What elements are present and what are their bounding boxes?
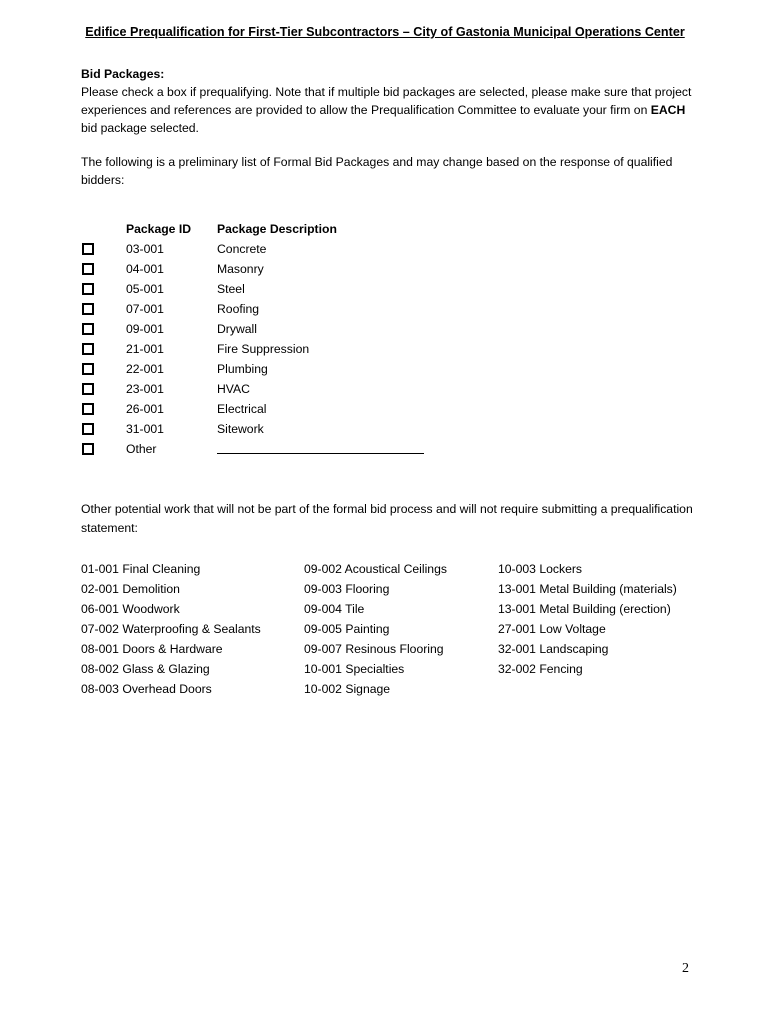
- package-description: Sitework: [217, 422, 264, 437]
- other-work-item: 09-007 Resinous Flooring: [304, 642, 444, 656]
- instruction-emphasis: EACH: [650, 103, 686, 117]
- other-work-item: 10-001 Specialties: [304, 662, 405, 676]
- package-id: 23-001: [126, 382, 164, 397]
- instruction-text: [81, 83, 701, 137]
- package-description: HVAC: [217, 382, 250, 397]
- header-package-description: Package Description: [217, 222, 337, 237]
- package-checkbox[interactable]: [82, 283, 94, 295]
- other-work-item: 06-001 Woodwork: [81, 602, 180, 616]
- other-work-item: 08-003 Overhead Doors: [81, 682, 212, 696]
- instruction-part1: Please check a box if prequalifying. Note that if multiple bid packages are selected, please make sure that project experiences and references are provided to allow the Prequalification Committee to evaluate your firm on: [81, 85, 692, 117]
- instruction-part2: bid package selected.: [81, 121, 199, 135]
- other-work-item: 13-001 Metal Building (erection): [498, 602, 671, 616]
- page-number: 2: [682, 961, 689, 976]
- package-description: Fire Suppression: [217, 342, 310, 357]
- other-work-item: 07-002 Waterproofing & Sealants: [81, 622, 261, 636]
- intro-section: [81, 65, 701, 189]
- other-work-item: 09-004 Tile: [304, 602, 365, 616]
- other-work-item: 08-001 Doors & Hardware: [81, 642, 223, 656]
- other-work-column-2: [304, 559, 447, 699]
- package-description: Steel: [217, 282, 245, 297]
- package-description: Electrical: [217, 402, 267, 417]
- package-description: Drywall: [217, 322, 257, 337]
- package-id: 07-001: [126, 302, 164, 317]
- package-id: 04-001: [126, 262, 164, 277]
- package-id: 22-001: [126, 362, 164, 377]
- package-checkbox[interactable]: [82, 423, 94, 435]
- other-work-item: 09-002 Acoustical Ceilings: [304, 562, 447, 576]
- package-id: Other: [126, 442, 157, 457]
- package-checkbox[interactable]: [82, 243, 94, 255]
- package-checkbox[interactable]: [82, 263, 94, 275]
- other-work-item: 27-001 Low Voltage: [498, 622, 606, 636]
- package-description: Concrete: [217, 242, 267, 257]
- package-checkbox[interactable]: [82, 363, 94, 375]
- other-work-note: [81, 500, 701, 538]
- other-work-item: 01-001 Final Cleaning: [81, 562, 201, 576]
- package-description: Masonry: [217, 262, 264, 277]
- package-checkbox[interactable]: [82, 383, 94, 395]
- package-checkbox[interactable]: [82, 343, 94, 355]
- package-description: Plumbing: [217, 362, 268, 377]
- preliminary-note: The following is a preliminary list of Formal Bid Packages and may change based on the response of qualified bidders:: [81, 155, 673, 187]
- other-work-item: 10-003 Lockers: [498, 562, 583, 576]
- other-work-item: 32-001 Landscaping: [498, 642, 609, 656]
- package-id: 31-001: [126, 422, 164, 437]
- package-id: 09-001: [126, 322, 164, 337]
- blank-line[interactable]: [217, 441, 424, 454]
- other-work-item: 10-002 Signage: [304, 682, 391, 696]
- package-id: 21-001: [126, 342, 164, 357]
- other-work-column-1: [81, 559, 261, 699]
- other-work-note-text: Other potential work that will not be part of the formal bid process and will not require submitting a prequalification statement:: [81, 502, 693, 535]
- header-package-id: Package ID: [126, 222, 192, 237]
- other-work-item: 08-002 Glass & Glazing: [81, 662, 210, 676]
- other-work-item: 13-001 Metal Building (materials): [498, 582, 677, 596]
- other-work-item: 02-001 Demolition: [81, 582, 180, 596]
- other-description-blank-line: [217, 441, 424, 459]
- package-checkbox[interactable]: [82, 403, 94, 415]
- package-id: 03-001: [126, 242, 164, 257]
- package-checkbox[interactable]: [82, 303, 94, 315]
- page-title: Edifice Prequalification for First-Tier Subcontractors – City of Gastonia Municipal Operations Center: [85, 25, 685, 39]
- other-work-item: 32-002 Fencing: [498, 662, 583, 676]
- package-checkbox[interactable]: [82, 443, 94, 455]
- other-work-column-3: [498, 559, 677, 679]
- package-id: 05-001: [126, 282, 164, 297]
- package-id: 26-001: [126, 402, 164, 417]
- package-checkbox[interactable]: [82, 323, 94, 335]
- other-work-item: 09-003 Flooring: [304, 582, 390, 596]
- package-description: Roofing: [217, 302, 260, 317]
- other-work-item: 09-005 Painting: [304, 622, 390, 636]
- bid-packages-heading: Bid Packages:: [81, 67, 165, 81]
